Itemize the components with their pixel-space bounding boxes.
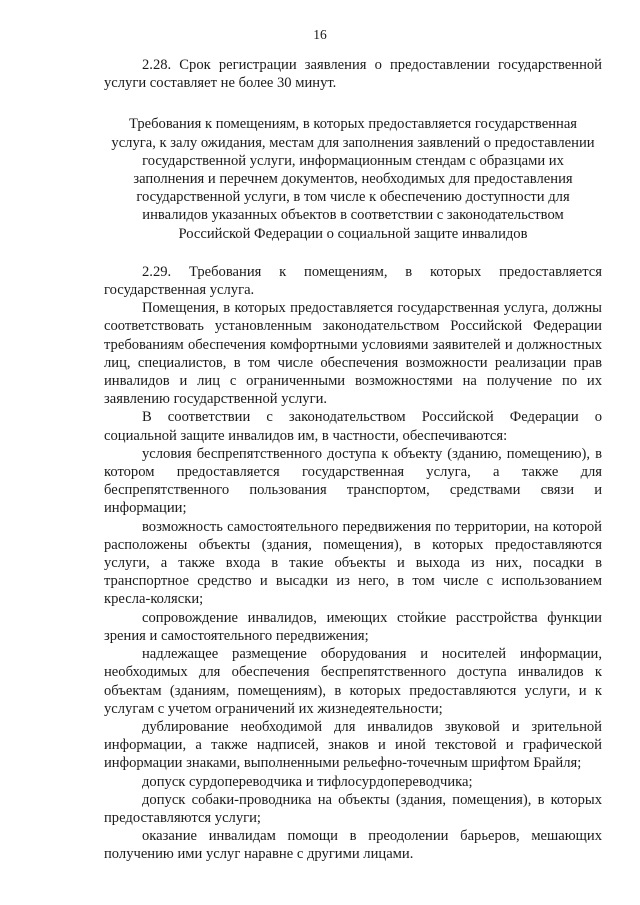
section-heading: [104, 115, 602, 242]
paragraph-2-28: 2.28. Срок регистрации заявления о предоставлении государственной услуги составляет не более 30 минут.: [104, 57, 602, 92]
list-item-access-conditions: условия беспрепятственного доступа к объекту (зданию, помещению), в котором предоставляется государственная услуга, а также для беспрепятственного пользования транспортом, средствами связи и информации;: [104, 445, 602, 517]
heading-line: инвалидов указанных объектов в соответствии с законодательством: [142, 207, 564, 224]
heading-line: заполнения и перечнем документов, необходимых для предоставления: [133, 171, 573, 188]
page-number: 16: [313, 27, 327, 42]
paragraph-legislation: В соответствии с законодательством Российской Федерации о социальной защите инвалидов им, в частности, обеспечиваются:: [104, 409, 602, 444]
list-item-equipment-placement: надлежащее размещение оборудования и носителей информации, необходимых для обеспечения беспрепятственного доступа инвалидов к объектам (зданиям, помещениям), в которых предоставляются услуги, и к услугам с учетом ограничений их жизнедеятельности;: [104, 646, 602, 717]
list-item-sign-interpreter: допуск сурдопереводчика и тифлосурдопереводчика;: [142, 773, 473, 790]
heading-line: государственной услуги, в том числе к обеспечению доступности для: [136, 189, 570, 206]
list-item-barrier-assistance: оказание инвалидам помощи в преодолении барьеров, мешающих получению ими услуг наравне с другими лицами.: [104, 828, 602, 863]
heading-line: Требования к помещениям, в которых предоставляется государственная: [128, 116, 578, 133]
heading-line: услуга, к залу ожидания, местам для заполнения заявлений о предоставлении: [111, 134, 595, 151]
list-item-guide-dog: допуск собаки-проводника на объекты (здания, помещения), в которых предоставляются услуги;: [104, 791, 602, 826]
heading-line: государственной услуги, информационным стендам с образцами их: [142, 152, 564, 169]
paragraph-premises: Помещения, в которых предоставляется государственная услуга, должны соответствовать установленным законодательством Российской Федерации требованиям обеспечения комфортными условиями заявителей и должностных лиц, специалистов, в том числе обеспечения возможности реализации прав инвалидов и лиц с ограниченными возможностями на получение по их заявлению государственной услуги.: [104, 300, 602, 408]
document-body: [104, 56, 602, 864]
paragraph-2-29: 2.29. Требования к помещениям, в которых предоставляется государственная услуга.: [104, 263, 602, 299]
heading-line: Российской Федерации о социальной защите инвалидов: [178, 225, 528, 242]
list-item-escort: сопровождение инвалидов, имеющих стойкие расстройства функции зрения и самостоятельного передвижения;: [104, 609, 602, 644]
list-item-movement: возможность самостоятельного передвижения по территории, на которой расположены объекты (здания, помещения), в которых предоставляются услуги, а также входа в такие объекты и выхода из них, посадки в транспортное средство и высадки из него, в том числе с использованием кресла-коляски;: [104, 518, 602, 608]
list-item-information-duplication: дублирование необходимой для инвалидов звуковой и зрительной информации, а также надписей, знаков и иной текстовой и графической информации знаками, выполненными рельефно-точечным шрифтом Брайля;: [104, 718, 602, 772]
